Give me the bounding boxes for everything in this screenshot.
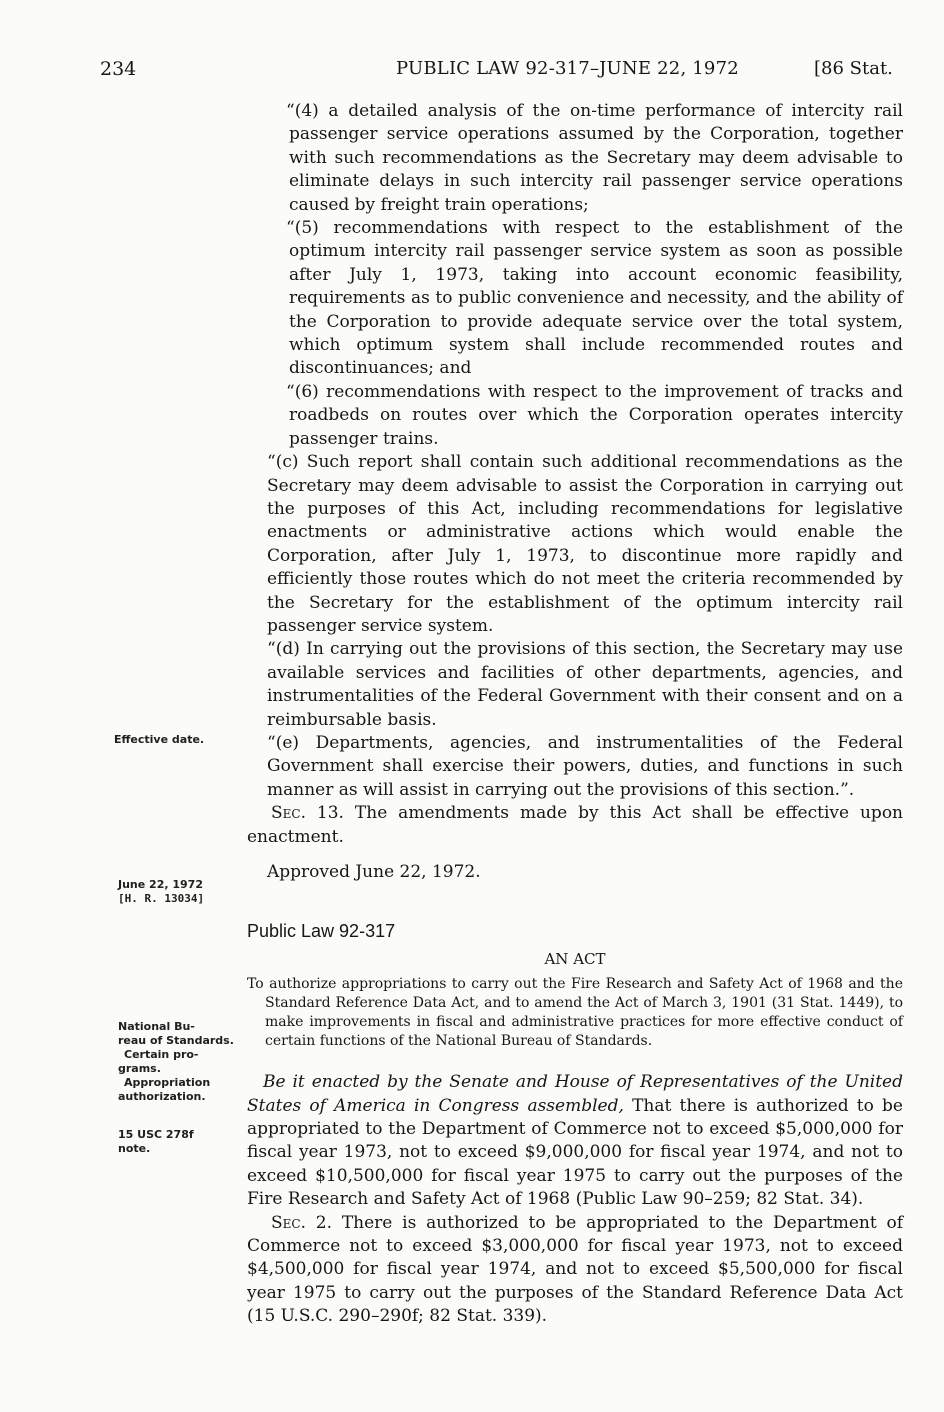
approved-line: Approved June 22, 1972.	[267, 862, 481, 882]
margin-note-effective-date: Effective date.	[114, 733, 205, 746]
paragraph-item-6: “(6) recommendations with respect to the improvement of tracks and roadbeds on routes over which the Corporation operates intercity passenger trains.	[286, 381, 903, 449]
section-2-text: There is authorized to be appropriated to the Department of Commerce not to exceed $3,000,000 for fiscal year 1973, not to exceed $4,500,000 for fiscal year 1974, and not to exceed $5,500,000 for fiscal year 1975 to carry out the purposes of the Standard Reference Data Act (15 U.S.C. 290–290f; 82 Stat. 339).	[247, 1212, 903, 1327]
margin-note-line: Certain pro-	[124, 1048, 199, 1061]
margin-note-usc	[118, 1128, 194, 1156]
section-13-text: The amendments made by this Act shall be effective upon enactment.	[247, 803, 903, 847]
margin-note-date: June 22, 1972	[118, 878, 203, 891]
paragraph-c-text: “(c) Such report shall contain such additional recommendations as the Secretary may deem advisable to assist the Corporation in carrying out the purposes of this Act, including recommendations for legislative enactments or administrative actions which would enable the Corporation, after July 1, 1973, to discontinue more rapidly and efficiently those routes which do not meet the criteria recommended by the Secretary for the establishment of the optimum intercity rail passenger service system.	[267, 452, 903, 636]
an-act-heading: AN ACT	[544, 949, 606, 968]
margin-note-nbs	[118, 1020, 234, 1104]
public-law-heading: Public Law 92-317	[247, 921, 396, 942]
page-number: 234	[100, 58, 137, 80]
section-13-label: Sec. 13.	[271, 803, 344, 824]
section-2-label: Sec. 2.	[271, 1212, 333, 1233]
section-2	[247, 1212, 903, 1329]
section-1	[247, 1071, 903, 1211]
section-13	[247, 802, 903, 849]
margin-note-line: National Bu-	[118, 1020, 195, 1033]
paragraph-d: “(d) In carrying out the provisions of this section, the Secretary may use available services and facilities of other departments, agencies, and instrumentalities of the Federal Government with their consent and on a reimbursable basis.	[267, 639, 903, 730]
main-text	[247, 100, 903, 1329]
paragraph-c	[247, 451, 903, 638]
enacting-clause: Be it enacted by the Senate and House of Representatives of the United States of America in Congress assembled,	[247, 1072, 903, 1116]
statute-reference: [86 Stat.	[814, 58, 893, 79]
running-title: PUBLIC LAW 92-317–JUNE 22, 1972	[396, 58, 739, 79]
margin-note-line: grams.	[118, 1062, 161, 1075]
paragraph-item-5: “(5) recommendations with respect to the establishment of the optimum intercity rail passenger service system as soon as possible after July 1, 1973, taking into account economic feasibility, requirements as to public convenience and necessity, and the ability of the Corporation to provide adequate service over the total system, which optimum system shall include recommended routes and discontinuances; and	[286, 218, 903, 379]
page-header	[0, 58, 944, 88]
act-subject: To authorize appropriations to carry out the Fire Research and Safety Act of 1968 and the Standard Reference Data Act, and to amend the Act of March 3, 1901 (31 Stat. 1449), to make improvements in fiscal and administrative practices for more effective conduct of certain functions of the National Bureau of Standards.	[247, 976, 903, 1050]
margin-note-line: Appropriation	[124, 1076, 211, 1089]
margin-note-line: note.	[118, 1142, 151, 1155]
section-1-text: That there is authorized to be appropriated to the Department of Commerce not to exceed $5,000,000 for fiscal year 1973, not to exceed $9,000,000 for fiscal year 1974, and not to exceed $10,500,000 for fiscal year 1975 to carry out the purposes of the Fire Research and Safety Act of 1968 (Public Law 90–259; 82 Stat. 34).	[247, 1095, 903, 1210]
paragraph-item-4: “(4) a detailed analysis of the on-time performance of intercity rail passenger service operations assumed by the Corporation, together with such recommendations as the Secretary may deem advisable to eliminate delays in such intercity rail passenger service operations caused by freight train operations;	[286, 101, 903, 215]
margin-note-line: reau of Standards.	[118, 1034, 234, 1047]
margin-note-date-bill	[118, 878, 204, 906]
margin-note-bill: [H. R. 13034]	[118, 892, 205, 905]
margin-note-line: authorization.	[118, 1090, 206, 1103]
margin-note-line: 15 USC 278f	[118, 1128, 194, 1141]
paragraph-e: “(e) Departments, agencies, and instrumentalities of the Federal Government shall exercise their powers, duties, and functions in such manner as will assist in carrying out the provisions of this section.”.	[267, 732, 903, 800]
